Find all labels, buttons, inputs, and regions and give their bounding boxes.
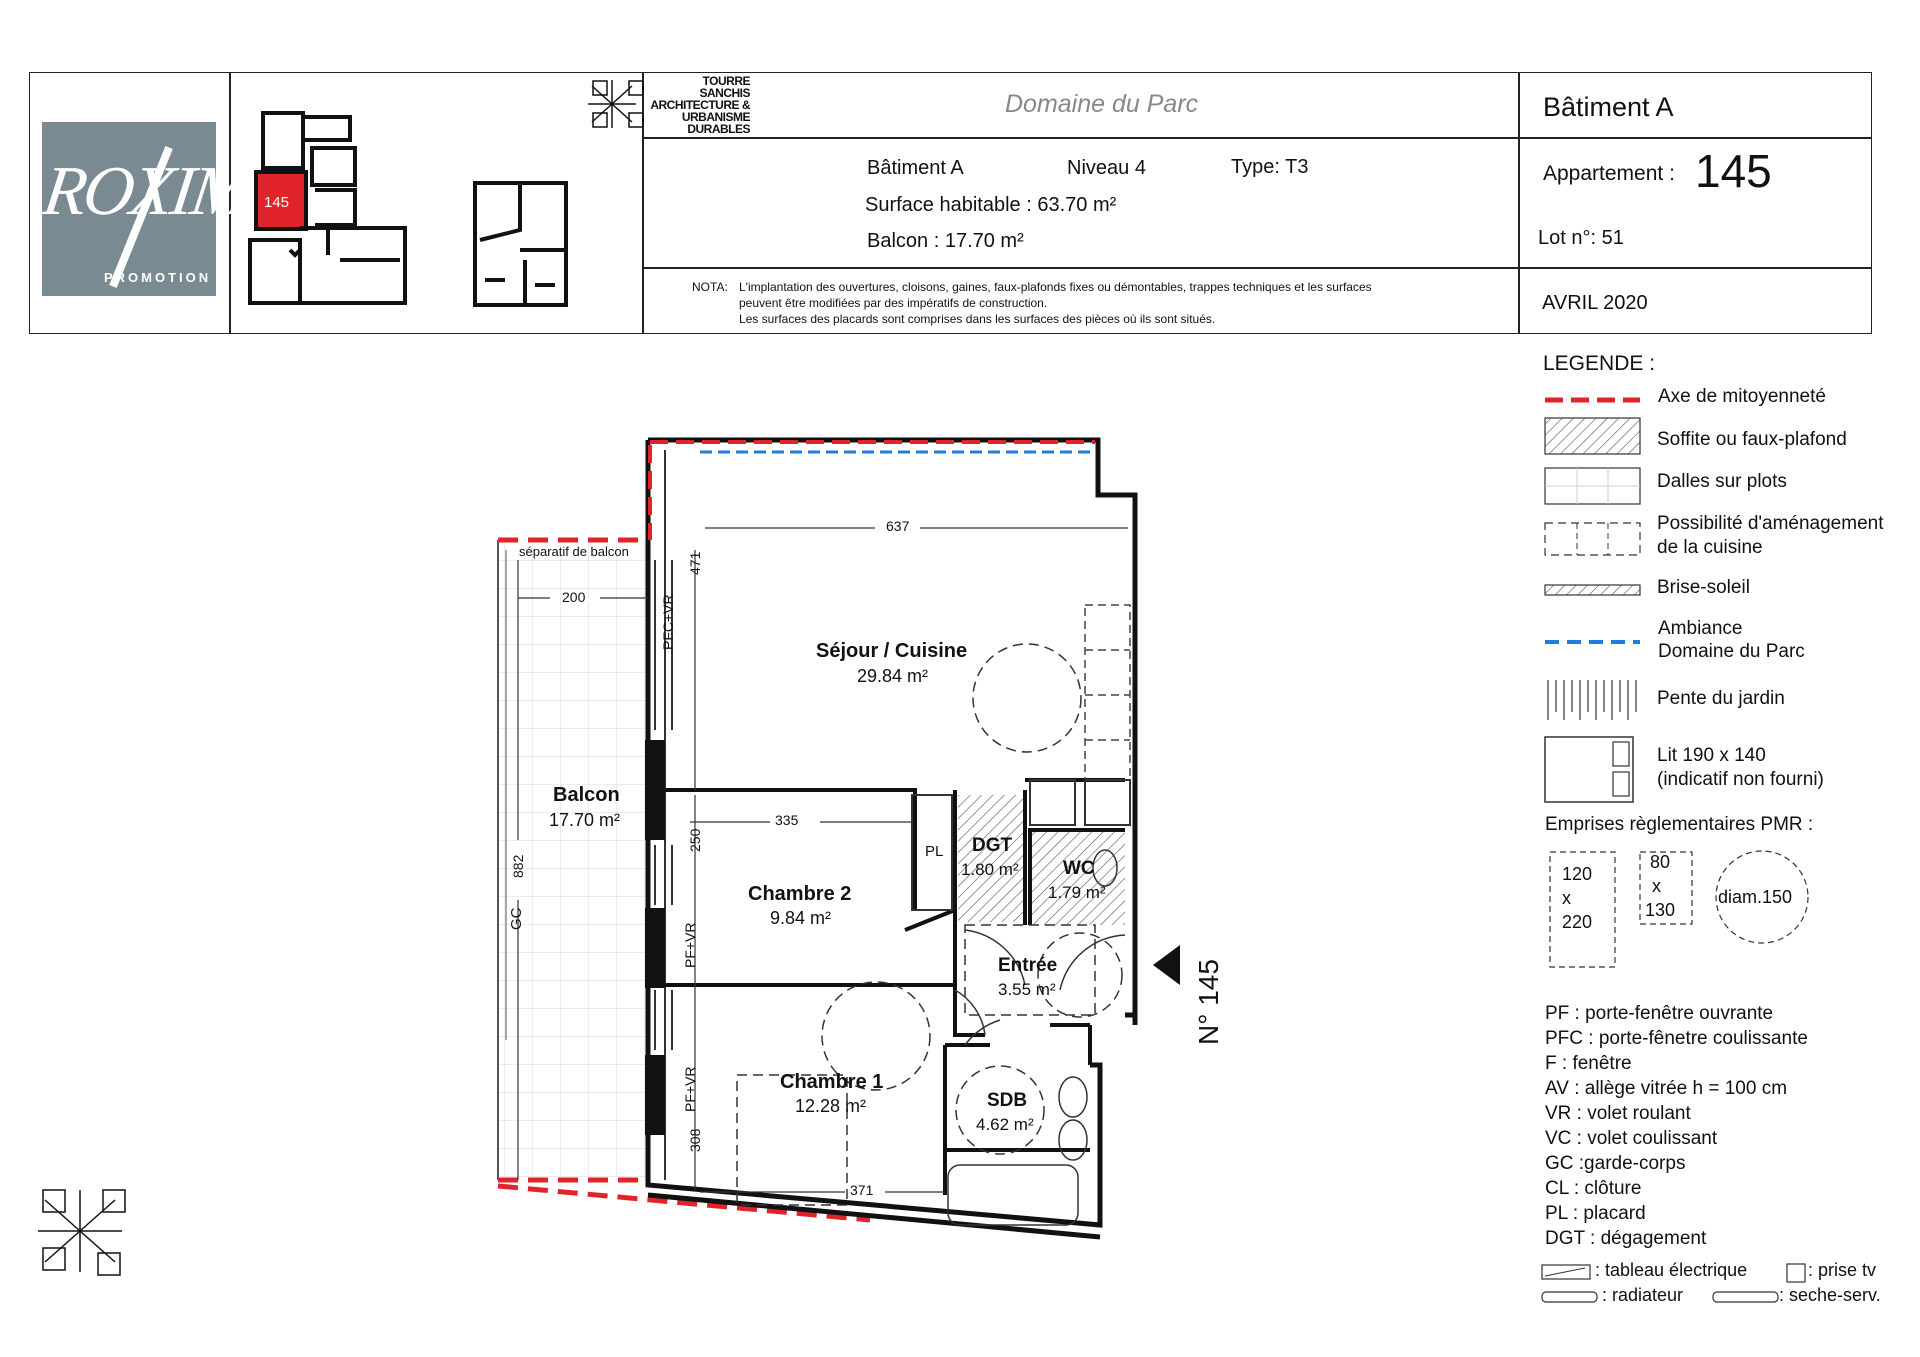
architect-line-3: ARCHITECTURE & bbox=[650, 98, 750, 112]
dim-200: 200 bbox=[562, 589, 586, 605]
room-sdb-area: 4.62 m² bbox=[976, 1115, 1034, 1134]
niveau-label: Niveau 4 bbox=[1067, 157, 1146, 179]
pmr-box2-a: 80 bbox=[1650, 852, 1671, 872]
abbr-dgt: DGT : dégagement bbox=[1545, 1228, 1707, 1249]
pf-vr-label-1: PF+VR bbox=[682, 922, 698, 968]
abbr-pl: PL : placard bbox=[1545, 1203, 1646, 1224]
dim-371: 371 bbox=[850, 1182, 874, 1198]
legend-mitoyennete: Axe de mitoyenneté bbox=[1658, 386, 1826, 407]
keyplan-lot: 145 bbox=[264, 194, 290, 211]
symbol-seche: : seche-serv. bbox=[1779, 1285, 1881, 1305]
room-sejour-name: Séjour / Cuisine bbox=[816, 640, 968, 662]
nota-line-1: L'implantation des ouvertures, cloisons, gaines, faux-plafonds fixes ou démontables, trappes techniques et les surfaces bbox=[739, 280, 1372, 294]
architect-line-1: TOURRE bbox=[702, 74, 750, 88]
architect-line-4: URBANISME bbox=[681, 110, 750, 124]
abbr-av: AV : allège vitrée h = 100 cm bbox=[1545, 1078, 1788, 1099]
pmr-box1-c: 220 bbox=[1562, 912, 1593, 932]
project-name: Domaine du Parc bbox=[1005, 90, 1199, 118]
pmr-box1-a: 120 bbox=[1562, 864, 1593, 884]
dim-335: 335 bbox=[775, 812, 799, 828]
separatif-label: séparatif de balcon bbox=[519, 544, 629, 559]
appartement-number: 145 bbox=[1695, 145, 1772, 197]
room-entree-area: 3.55 m² bbox=[998, 980, 1056, 999]
dim-250: 250 bbox=[687, 828, 703, 852]
room-chambre1-area: 12.28 m² bbox=[795, 1096, 867, 1116]
dim-471: 471 bbox=[687, 551, 703, 575]
symbol-radiateur: : radiateur bbox=[1602, 1285, 1684, 1305]
abbr-cl: CL : clôture bbox=[1545, 1178, 1642, 1199]
architect-line-5: DURABLES bbox=[687, 122, 750, 136]
type-label: Type: T3 bbox=[1231, 156, 1309, 178]
gc-label: GC bbox=[508, 907, 525, 930]
room-chambre2-name: Chambre 2 bbox=[748, 883, 852, 905]
legend-title: LEGENDE : bbox=[1543, 352, 1656, 375]
nota-label: NOTA: bbox=[692, 280, 728, 294]
appartement-label: Appartement : bbox=[1543, 162, 1675, 185]
dgt-hatch bbox=[958, 795, 1023, 922]
symbol-tableau: : tableau électrique bbox=[1595, 1260, 1748, 1280]
legend-ambiance-1: Ambiance bbox=[1658, 618, 1743, 639]
logo-sub: PROMOTION bbox=[104, 270, 212, 285]
legend-ambiance-2: Domaine du Parc bbox=[1658, 641, 1805, 662]
surface-habitable: Surface habitable : 63.70 m² bbox=[865, 194, 1117, 216]
lot-number: Lot n°: 51 bbox=[1538, 227, 1624, 249]
key-plan bbox=[250, 113, 566, 305]
room-entree-name: Entrée bbox=[998, 955, 1058, 976]
dim-637: 637 bbox=[886, 518, 910, 534]
abbr-vr: VR : volet roulant bbox=[1545, 1103, 1691, 1124]
legend-pmr-title: Emprises règlementaires PMR : bbox=[1545, 814, 1814, 835]
room-dgt-area: 1.80 m² bbox=[961, 860, 1019, 879]
nota-line-3: Les surfaces des placards sont comprises dans les surfaces des pièces où ils sont situés. bbox=[739, 312, 1216, 326]
abbr-pfc: PFC : porte-fênetre coulissante bbox=[1545, 1028, 1808, 1049]
symbol-prise: : prise tv bbox=[1808, 1260, 1877, 1280]
batiment-label: Bâtiment A bbox=[867, 157, 964, 179]
room-balcon-area: 17.70 m² bbox=[549, 810, 621, 830]
legend-brise-soleil: Brise-soleil bbox=[1657, 577, 1750, 598]
room-balcon-name: Balcon bbox=[553, 784, 620, 806]
legend-cuisine-1: Possibilité d'aménagement bbox=[1657, 513, 1884, 534]
unit-number-label: N° 145 bbox=[1193, 959, 1224, 1045]
legend-cuisine-2: de la cuisine bbox=[1657, 537, 1763, 558]
legend-lit-2: (indicatif non fourni) bbox=[1657, 769, 1824, 790]
abbr-pf: PF : porte-fenêtre ouvrante bbox=[1545, 1003, 1774, 1024]
room-sejour-area: 29.84 m² bbox=[857, 666, 929, 686]
legend-lit-1: Lit 190 x 140 bbox=[1657, 745, 1766, 766]
dim-882: 882 bbox=[510, 854, 526, 878]
pmr-circle-label: diam.150 bbox=[1718, 887, 1793, 907]
architect-line-2: SANCHIS bbox=[699, 86, 750, 100]
room-chambre2-area: 9.84 m² bbox=[770, 908, 832, 928]
pmr-box1-b: x bbox=[1562, 888, 1571, 908]
header-compass bbox=[588, 80, 643, 128]
legend-dalles: Dalles sur plots bbox=[1657, 471, 1787, 492]
nota-line-2: peuvent être modifiées par des impératifs de construction. bbox=[739, 296, 1048, 310]
date-label: AVRIL 2020 bbox=[1542, 292, 1648, 314]
pmr-box2-c: 130 bbox=[1645, 900, 1676, 920]
legend-pente: Pente du jardin bbox=[1657, 688, 1785, 709]
logo-text: ROXIM bbox=[38, 153, 253, 230]
plan-compass bbox=[38, 1190, 125, 1275]
pl-label: PL bbox=[925, 843, 944, 860]
room-wc-name: WC bbox=[1063, 858, 1095, 879]
pfc-vr-label: PFC+VR bbox=[660, 594, 676, 650]
entry-arrow bbox=[1153, 945, 1180, 985]
balcon-surface: Balcon : 17.70 m² bbox=[867, 230, 1024, 252]
room-dgt-name: DGT bbox=[972, 835, 1013, 856]
right-batiment: Bâtiment A bbox=[1543, 92, 1674, 122]
pmr-box2-b: x bbox=[1652, 876, 1661, 896]
abbr-gc: GC :garde-corps bbox=[1545, 1153, 1686, 1174]
abbr-vc: VC : volet coulissant bbox=[1545, 1128, 1718, 1149]
dim-308: 308 bbox=[687, 1128, 703, 1152]
room-chambre1-name: Chambre 1 bbox=[780, 1071, 884, 1093]
room-sdb-name: SDB bbox=[987, 1090, 1028, 1111]
abbr-f: F : fenêtre bbox=[1545, 1053, 1632, 1074]
pf-vr-label-2: PF+VR bbox=[682, 1066, 698, 1112]
room-wc-area: 1.79 m² bbox=[1048, 883, 1106, 902]
legend-soffite: Soffite ou faux-plafond bbox=[1657, 429, 1847, 450]
